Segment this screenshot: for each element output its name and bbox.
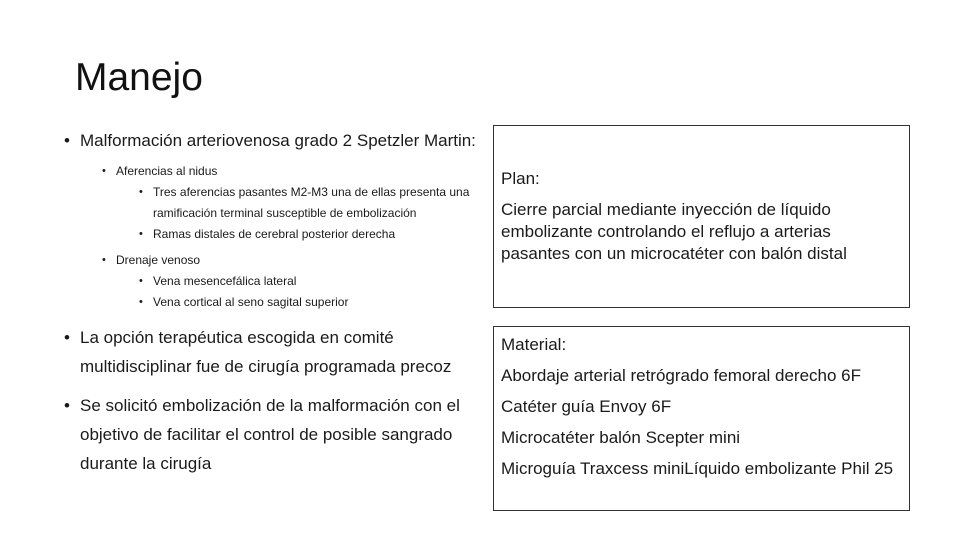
plan-heading: Plan: <box>501 169 540 188</box>
material-box <box>493 326 910 511</box>
afferent-item: • Ramas distales de cerebral posterior derecha <box>139 224 484 245</box>
slide-title: Manejo <box>75 56 203 99</box>
material-item: Abordaje arterial retrógrado femoral derecho 6F <box>501 366 862 385</box>
afferent-item: • Tres aferencias pasantes M2-M3 una de ellas presenta una ramificación terminal susceptible de embolización <box>139 182 484 224</box>
material-item: Microguía Traxcess miniLíquido embolizante Phil 25 <box>501 459 894 478</box>
bullet-afferents: • Aferencias al nidus <box>102 161 484 182</box>
bullet-malformation: • Malformación arteriovenosa grado 2 Spetzler Martin: <box>64 126 484 155</box>
material-item: Microcatéter balón Scepter mini <box>501 428 741 447</box>
material-heading: Material: <box>501 335 567 354</box>
drainage-item: • Vena mesencefálica lateral <box>139 271 484 292</box>
bullet-therapeutic-option: • La opción terapéutica escogida en comité multidisciplinar fue de cirugía programada precoz <box>64 323 484 381</box>
bullet-drainage: • Drenaje venoso <box>102 250 484 271</box>
material-item: Catéter guía Envoy 6F <box>501 397 672 416</box>
plan-box <box>493 125 910 308</box>
drainage-item: • Vena cortical al seno sagital superior <box>139 292 484 313</box>
bullet-embolization-request: • Se solicitó embolización de la malformación con el objetivo de facilitar el control de posible sangrado durante la cirugía <box>64 391 484 478</box>
left-content <box>64 126 484 478</box>
plan-text: Cierre parcial mediante inyección de líquido embolizante controlando el reflujo a arterias pasantes con un microcatéter con balón distal <box>501 200 847 263</box>
